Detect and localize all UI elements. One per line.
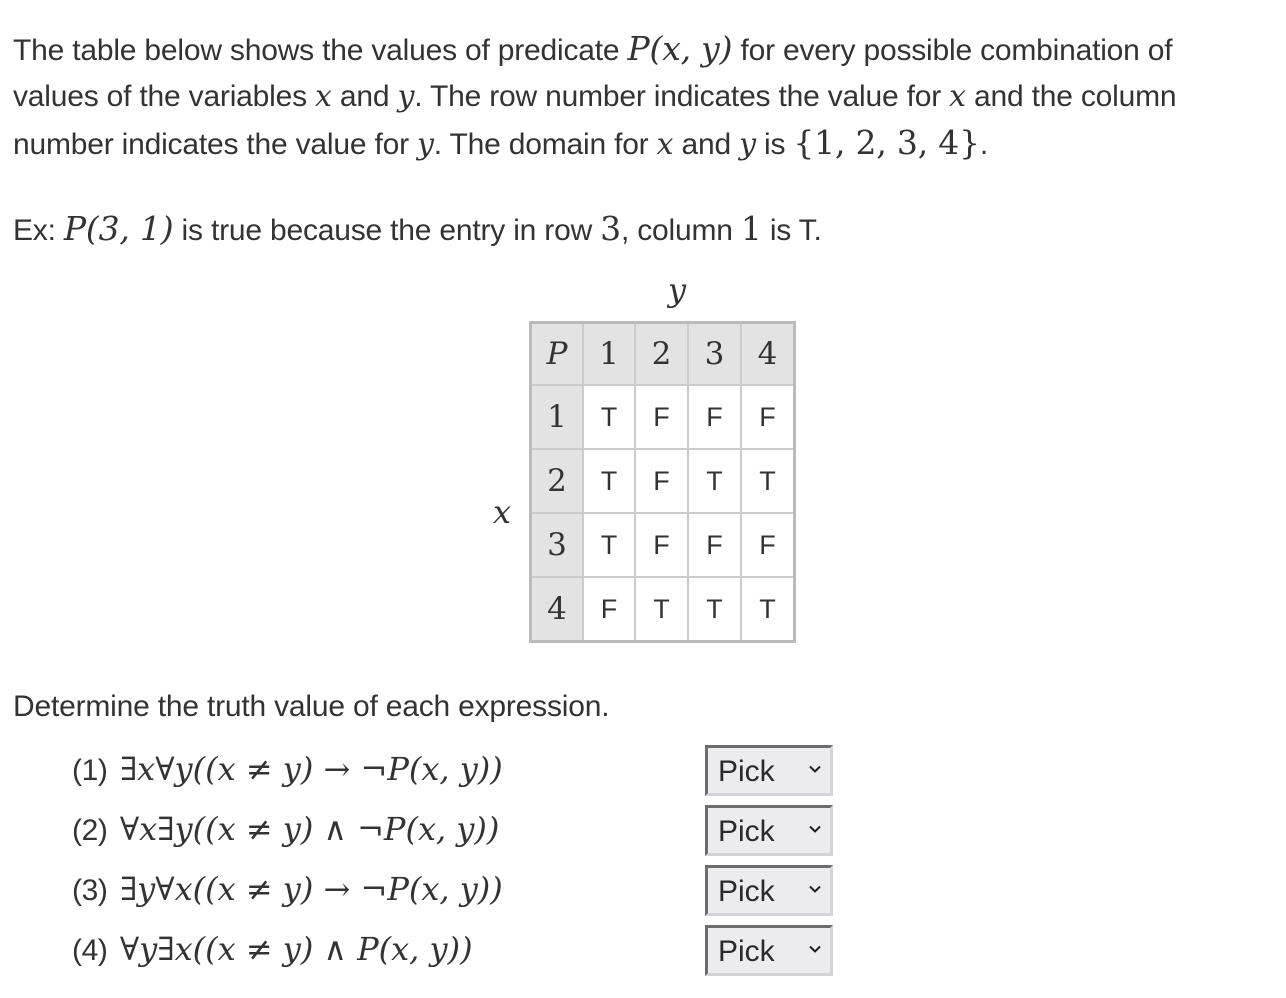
table-cell	[741, 449, 795, 513]
table-header-row	[531, 323, 795, 386]
table-cell	[583, 449, 635, 513]
table-cell	[635, 577, 688, 642]
intro-line-3	[13, 120, 1275, 168]
row-header	[531, 577, 584, 642]
example-text: , column	[620, 214, 741, 247]
variable-y: y	[417, 127, 434, 162]
row-header	[531, 513, 584, 577]
column-header-label: 3	[704, 336, 725, 372]
table-cell	[688, 577, 741, 642]
chevron-down-icon	[808, 942, 822, 956]
question-4	[72, 926, 473, 972]
table-row	[531, 513, 795, 577]
x-axis-label: x	[493, 493, 512, 531]
cell-value: T	[653, 594, 670, 624]
column-header	[688, 323, 741, 386]
predicate-symbol: P(x, y)	[627, 29, 733, 68]
cell-value: F	[600, 594, 618, 624]
row-header	[531, 385, 584, 449]
example-row-number: 3	[600, 209, 621, 248]
column-header	[583, 323, 635, 386]
chevron-down-icon	[808, 822, 822, 836]
question-number: (4)	[72, 934, 108, 967]
answer-select-2[interactable]	[705, 805, 833, 856]
variable-y: y	[397, 79, 415, 114]
cell-value: T	[706, 594, 723, 624]
answer-select-4[interactable]	[705, 925, 833, 976]
example-sentence	[13, 206, 822, 254]
table-row	[531, 449, 795, 513]
answer-select-3[interactable]	[705, 865, 833, 916]
intro-text: and	[331, 80, 398, 113]
example-expression: P(3, 1)	[63, 209, 174, 248]
intro-text: number indicates the value for	[13, 128, 418, 161]
intro-text: . The domain for	[433, 128, 657, 161]
table-cell	[583, 513, 635, 577]
intro-line-1	[13, 26, 1275, 74]
example-text: is true because the entry in row	[173, 214, 601, 247]
intro-text: and	[673, 128, 740, 161]
column-header	[741, 323, 795, 386]
row-header-label: 3	[547, 527, 567, 563]
cell-value: F	[653, 466, 670, 496]
question-expression: ∀y∃x((x ≠ y) ∧ P(x, y))	[119, 930, 473, 968]
chevron-down-icon	[808, 762, 822, 776]
column-header-label: 1	[599, 336, 619, 372]
question-3	[72, 866, 503, 912]
table-cell	[741, 577, 795, 642]
select-value: Pick	[718, 755, 775, 788]
intro-paragraph	[13, 26, 1275, 168]
intro-text: . The row number indicates the value for	[414, 80, 950, 113]
cell-value: F	[653, 402, 670, 432]
intro-text: and the column	[965, 80, 1177, 113]
row-header	[531, 449, 584, 513]
select-value: Pick	[718, 815, 775, 848]
table-cell	[741, 385, 795, 449]
y-axis-label: y	[668, 271, 687, 309]
cell-value: F	[706, 530, 723, 560]
chevron-down-icon	[808, 882, 822, 896]
column-header-label: 4	[757, 336, 778, 372]
table-cell	[635, 385, 688, 449]
intro-text: for every possible combination of	[732, 34, 1173, 67]
table-cell	[583, 385, 635, 449]
select-value: Pick	[718, 935, 775, 968]
example-text: is T.	[761, 214, 822, 247]
cell-value: F	[706, 402, 723, 432]
cell-value: T	[759, 466, 776, 496]
cell-value: F	[759, 530, 776, 560]
column-header-label: 2	[651, 336, 672, 372]
column-header	[635, 323, 688, 386]
cell-value: T	[706, 466, 723, 496]
cell-value: F	[759, 402, 776, 432]
variable-x: x	[315, 79, 332, 114]
question-number: (1)	[72, 754, 108, 787]
intro-line-2	[13, 74, 1275, 120]
cell-value: T	[600, 402, 618, 432]
variable-x: x	[949, 79, 966, 114]
question-expression: ∃x∀y((x ≠ y) → ¬P(x, y))	[119, 750, 503, 788]
cell-value: T	[600, 466, 618, 496]
variable-y: y	[739, 127, 756, 162]
row-header-label: 4	[547, 591, 567, 627]
question-number: (3)	[72, 874, 108, 907]
intro-text: is	[755, 128, 794, 161]
cell-value: F	[653, 530, 670, 560]
row-header-label: 2	[547, 463, 567, 499]
intro-text: The table below shows the values of predicate	[13, 34, 628, 67]
table-cell	[688, 385, 741, 449]
instructions-prompt: Determine the truth value of each expression.	[13, 690, 610, 723]
variable-x: x	[656, 127, 674, 162]
intro-text: values of the variables	[13, 80, 316, 113]
table-row	[531, 385, 795, 449]
domain-set: {1, 2, 3, 4}	[793, 123, 980, 162]
question-expression: ∀x∃y((x ≠ y) ∧ ¬P(x, y))	[119, 810, 500, 848]
question-expression: ∃y∀x((x ≠ y) → ¬P(x, y))	[119, 870, 503, 908]
example-prefix: Ex:	[13, 214, 64, 247]
cell-value: T	[759, 594, 776, 624]
table-cell	[741, 513, 795, 577]
truth-table	[529, 321, 796, 643]
example-column-number: 1	[740, 209, 762, 248]
table-cell	[635, 449, 688, 513]
predicate-symbol: P	[546, 336, 568, 372]
table-cell	[688, 513, 741, 577]
table-cell	[635, 513, 688, 577]
table-corner-cell	[531, 323, 584, 386]
cell-value: T	[600, 530, 618, 560]
question-1	[72, 746, 503, 792]
table-row	[531, 577, 795, 642]
select-value: Pick	[718, 875, 775, 908]
table-cell	[688, 449, 741, 513]
row-header-label: 1	[547, 399, 567, 435]
question-number: (2)	[72, 814, 108, 847]
question-2	[72, 806, 499, 852]
table-cell	[583, 577, 635, 642]
intro-text: .	[979, 128, 989, 161]
answer-select-1[interactable]	[705, 745, 833, 796]
